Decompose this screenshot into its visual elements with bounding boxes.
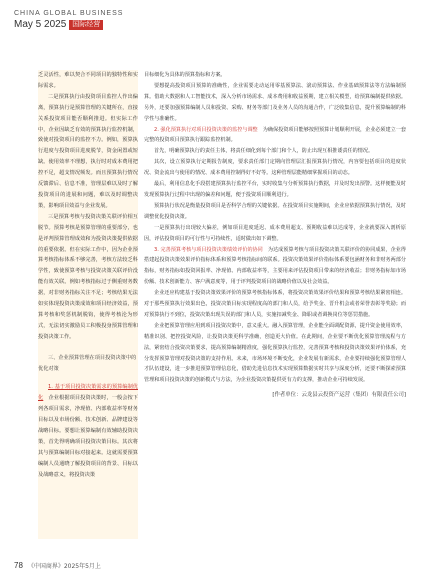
section-heading: 三、企业预算管理在项目投资决策中的优化对策	[38, 354, 137, 372]
page-number: 78	[14, 561, 23, 570]
column-badge: 国际经营	[69, 20, 103, 30]
magazine-english-title: CHINA GLOBAL BUSINESS	[14, 10, 124, 17]
right-column	[144, 70, 406, 539]
paragraph: 企业还应构建基于投资决策效果评价的预算考核指标体系，将投资决策效果评价结果和预算考核结果紧密相连。对于那些预算执行效果出色，投资决策目标实现程度高的部门和人员，给予奖金、晋升机会或者荣誉表彰等奖励；而对预算执行不到位，投资决策出现失误的部门和人员，实施扣减奖金、降职或者调换岗位等惩罚措施。	[144, 290, 406, 318]
subsection-title: 1. 基于项目投资决策需求的预算编制优化	[38, 384, 138, 402]
paragraph: 三是预算考核与投资决策关联评价相互脱节。预算考核是预算管理的重要部分，也是评判预算管理成效和为投资决策提供依据的重要依据。但在实际工作中，因为企业预算考核指标体系不够完善，考核方法较乏科学性，致使预算考核与投资决策关联评价没能有效关联。例如考核指标过于侧重财务数据，对非财务指标关注不足；考核结果无法如实体现投资决策成效和项目经济效益，预算考核和奖惩机制脱钩，使得考核沦为形式，无法切实激励员工积极投身预算管理和投资决策工作。	[38, 213, 138, 340]
subsection-paragraph	[144, 245, 406, 289]
paragraph: 乏灵活性，难以契合不同项目的独特性和实际需求。	[38, 72, 138, 89]
paragraph: 一是预算执行出现较大偏差，例如项目进度延迟、成本费用超支、预期收益难以达成等，企业就要深入剖析原因，评估投资项目的可行性与可持续性，适时做出如下调整。	[144, 224, 406, 242]
subsection-body: 为达成预算考核与项目投资决策关联评价的协同成果，企业得搭建起投资决策效果评价指标体系和预算考核指标间的联系。投资决策效果评价指标体系要包涵财务和非财务两部分指标，财务指标如投资回报率、净现值、内部收益率等，主要用来评估投资项目带来的经济收益；非财务指标如市场份额、技术创新能力、客户满意度等，用于评判投资项目的战略价值以及社会效益。	[144, 246, 406, 286]
issue-date-line	[14, 18, 314, 31]
paragraph: 企业把预算管理应用到项目投资决策中，意义重大。融入预算管理，企业能全面调配资源，提升资金使用效率，精准识别、把控投资风险，让投资决策更科学准确，创造更大价值。在此期间，企业要不断优化预算管理流程与方法，紧密结合投资决策要求，提高预算编制精准度，强化预算执行监控，完善预算考核和投资决策效果评价体系，充分发挥预算管理对投资决策的支持作用。未来，市场环境不断变化，企业发展有新需求，企业要持续强化预算管理人才队伍建设，进一步推进预算管理信息化，借助先进信息技术实现预算数据实时共享与深度分析，还要不断探索预算管理和项目投资决策的创新模式与方法，为企业投资决策提供更有力的支撑，推动企业可持续发展。	[144, 322, 406, 384]
issue-date: May 5 2025	[14, 19, 67, 30]
subsection-body: 企业根据项目投资决策时，一般会按下列各项目需求，净现值、内部收益率等财务目标以及市场份额、技术创新、品牌建设等战略目标。要想让预算编制有效辅助投资决策，首先得明确项目投资决策目标。其次将其与预算编制目标对接起来。这就需要预算编制人员通晓了解投资项目的背景、目标以及战略意义，将投资决策	[38, 395, 138, 478]
paragraph: 首先，明确预算执行的责任主体，将责任细化到每个部门和个人，防止出现互相推诿责任的情况。	[154, 148, 374, 155]
subsection-paragraph	[38, 382, 138, 480]
publication-name: 《中国商界》2025年5月上	[27, 563, 101, 570]
paragraph: 要想提高投资项目预算的准确性，企业需要走动运用零基预算法、滚动预算法、作业基础预算法等方法编制预算。借助大数据和人工智能技术，深入分析市场需求、成本费用和收益预期，建立相关模型，给预算编制提供依据。另外，还要加强预算编制人员和投资、采购、财务等部门及业务人员的沟通合作，广泛收集信息，提升预算编制的科学性与准确性。	[144, 82, 406, 122]
subsection-title: 3. 完善预算考核与项目投资决策绩效评价的协同	[154, 246, 263, 253]
page-footer	[14, 561, 101, 570]
paragraph: 其次，设立预算执行定期报告制度，要求责任部门定期向管理层汇报预算执行情况，内容要包括项目的进度状况、资金流出与使用的情况、成本费用控制得好不好等。这种管理层能精细掌握项目的动态。	[144, 159, 406, 177]
subsection-title: 2. 强化预算执行对项目投资决策的监控与调整	[154, 126, 258, 133]
paragraph: 最后，利用信息化手段搭建预算执行监控平台，实时收集与分析预算执行数据，并及时发出预警。这样便能及时发现预算执行过程中出现的偏差和问题，便于投资项目顺利进行。	[144, 181, 406, 198]
paragraph: 二是预算执行由投资项目监控人作出偏离，预算执行是预算管理的关键所在，直接关系投资项目能否顺利推进。但实际工作中，企业因缺乏有效的预算执行监控机制，致使对投资项目的监控不力。例如，预算执行进度与投资项目进度脱节，资金闲置或短缺。使用效率不理想，执行时对成本费用把控不足，超支情况频发。而且预算执行情况反馈滞后、信息不准，管理层难以及时了解投资项目的进展和问题，难以及时调整决策，影响项目效益与企业发展。	[38, 93, 138, 209]
subsection-paragraph	[144, 125, 406, 147]
author-affiliation: [作者单位：云龙县云投资产运营（集团）有限责任公司]	[272, 392, 406, 399]
paragraph: 目标细化为具体的预算指标和方案。	[144, 72, 226, 78]
subsection-body: 为确保投资项目能够按照预算计划顺利开展，企业必须建立一套完整的投资项目预算执行跟踪监控机制。	[144, 126, 406, 144]
paragraph: 预算执行状况是衡量投资项目是否科学合理的关键依据。在投资项目实施期间，企业应依据预算执行情况，及时调整优化投资决策。	[144, 202, 406, 220]
left-column	[38, 70, 138, 539]
page-header	[14, 9, 314, 31]
